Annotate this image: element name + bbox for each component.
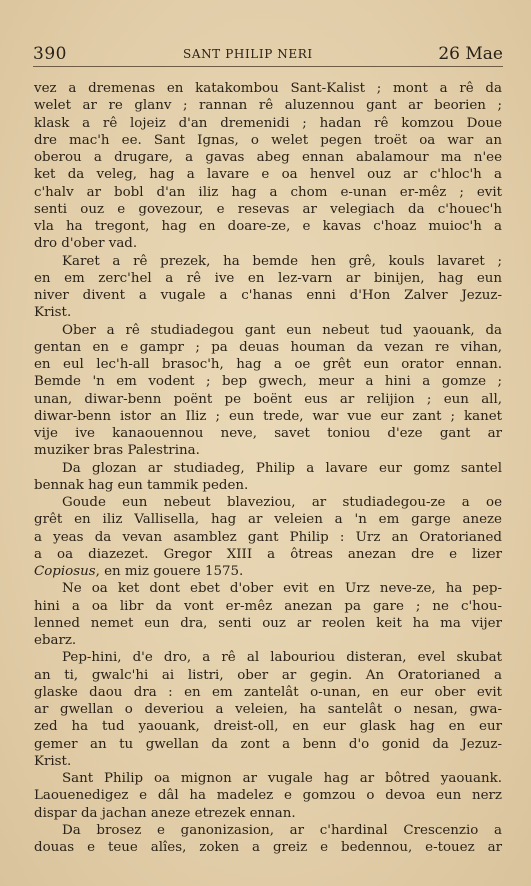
text-line: Da glozan ar studiadeg, Philip a lavare eur gomz santel (62, 460, 502, 476)
text-line-part: en Urz neve-ze, ha pep- (308, 581, 502, 597)
text-line: diwar-benn istor an Iliz ; eun trede, war vue eur zant ; kanet (34, 408, 502, 424)
text-line: Krist. (34, 305, 72, 321)
text-line: zed ha tud yaouank, dreist-oll, en eur glask hag en eur (34, 719, 502, 735)
text-line-part: Ne oa ket dont (62, 581, 191, 597)
text-line: grêt en iliz Vallisella, hag ar veleien a 'n em garge aneze (34, 512, 502, 528)
text-line: gemer an tu gwellan da zont a benn d'o gonid da Jezuz- (34, 736, 502, 752)
text-line: senti ouz e govezour, e resevas ar velegiach da c'houec'h (34, 201, 502, 217)
page-number: 390 (33, 44, 67, 64)
text-line: douas e teue alîes, zoken a greiz e bedennou, e-touez ar (34, 840, 502, 855)
text-line: vla ha tregont, hag en doare-ze, e kavas c'hoaz muioc'h a (34, 219, 502, 234)
text-line: unan, diwar-benn poënt pe boënt eus ar relijion ; eun all, (34, 391, 502, 407)
body-text (34, 80, 502, 856)
text-line: hini a oa libr da vont er-mêz anezan pa gare ; ne c'hou- (34, 598, 502, 614)
text-line: Karet a rê prezek, ha bemde hen grê, kouls lavaret ; (62, 253, 502, 269)
text-line: gentan en e gampr ; pa deuas houman da vezan re vihan, (34, 339, 502, 355)
text-line: Bemde 'n em vodent ; bep gwech, meur a hini a gomze ; (34, 374, 502, 390)
text-line: Sant Philip oa mignon ar vugale hag ar bôtred yaouank. (62, 771, 502, 786)
text-line: bennak hag eun tammik peden. (34, 477, 249, 493)
text-line: ar gwellan o deveriou a veleien, ha santelât o nesan, gwa- (34, 702, 502, 717)
text-line-part: ebet d'ober evit (190, 581, 309, 597)
text-line-rest: , en miz gouere 1575. (95, 564, 244, 579)
text-line: klask a rê lojeiz d'an dremenidi ; hadan rê komzou Doue (34, 115, 502, 131)
text-line: en em zerc'hel a rê ive en lez-varn ar binijen, hag eun (34, 270, 502, 286)
text-line: dro d'ober vad. (34, 236, 138, 252)
text-line: Da brosez e ganonizasion, ar c'hardinal Crescenzio a (62, 822, 502, 838)
text-line: muziker bras Palestrina. (34, 443, 200, 459)
text-line: Goude eun nebeut blaveziou, ar studiadegou-ze a oe (62, 495, 502, 510)
text-line: oberou a drugare, a gavas abeg ennan abalamour ma n'ee (34, 150, 502, 165)
text-line (34, 580, 502, 597)
text-line: a oa diazezet. Gregor XIII a ôtreas anezan dre e lizer (34, 546, 502, 562)
running-head (33, 44, 503, 62)
text-line: niver divent a vugale a c'hanas enni d'Hon Zalver Jezuz- (34, 288, 502, 303)
text-line: ebarz. (34, 633, 77, 648)
text-line: Ober a rê studiadegou gant eun nebeut tud yaouank, da (62, 322, 502, 338)
text-line: vez a dremenas en katakombou Sant-Kalist ; mont a rê da (34, 81, 502, 96)
text-line: Laouenedigez e dâl ha madelez e gomzou o devoa eun nerz (34, 788, 502, 804)
text-line: c'halv ar bobl d'an iliz hag a chom e-unan er-mêz ; evit (34, 184, 502, 200)
text-line: Krist. (34, 753, 72, 769)
text-line: ket da veleg, hag a lavare e oa henvel ouz ar c'hloc'h a (34, 167, 502, 183)
text-line (34, 563, 502, 580)
text-line: en eul lec'h-all brasoc'h, hag a oe grêt eun orator ennan. (34, 357, 502, 372)
text-line: Pep-hini, d'e dro, a rê al labouriou disteran, evel skubat (62, 650, 502, 666)
header-rule (33, 66, 503, 67)
running-title: SANT PHILIP NERI (183, 47, 313, 61)
text-line: an ti, gwalc'hi ai listri, ober ar gegin. An Oratorianed a (34, 667, 502, 683)
text-line: dre mac'h ee. Sant Ignas, o welet pegen troët oa war an (34, 132, 502, 148)
text-line: vije ive kanaouennou neve, savet toniou d'eze gant ar (34, 426, 502, 441)
running-date: 26 Mae (438, 44, 503, 64)
italic-title: Copiosus (34, 564, 96, 579)
text-line: welet ar re glanv ; rannan rê aluzennou gant ar beorien ; (34, 98, 502, 114)
text-line: dispar da jachan aneze etrezek ennan. (34, 805, 296, 821)
text-line: glaske daou dra : en em zantelât o-unan, en eur ober evit (34, 684, 502, 700)
text-line: a yeas da vevan asamblez gant Philip : Urz an Oratorianed (34, 529, 502, 545)
text-line: lenned nemet eun dra, senti ouz ar reolen keit ha ma vijer (34, 615, 502, 631)
